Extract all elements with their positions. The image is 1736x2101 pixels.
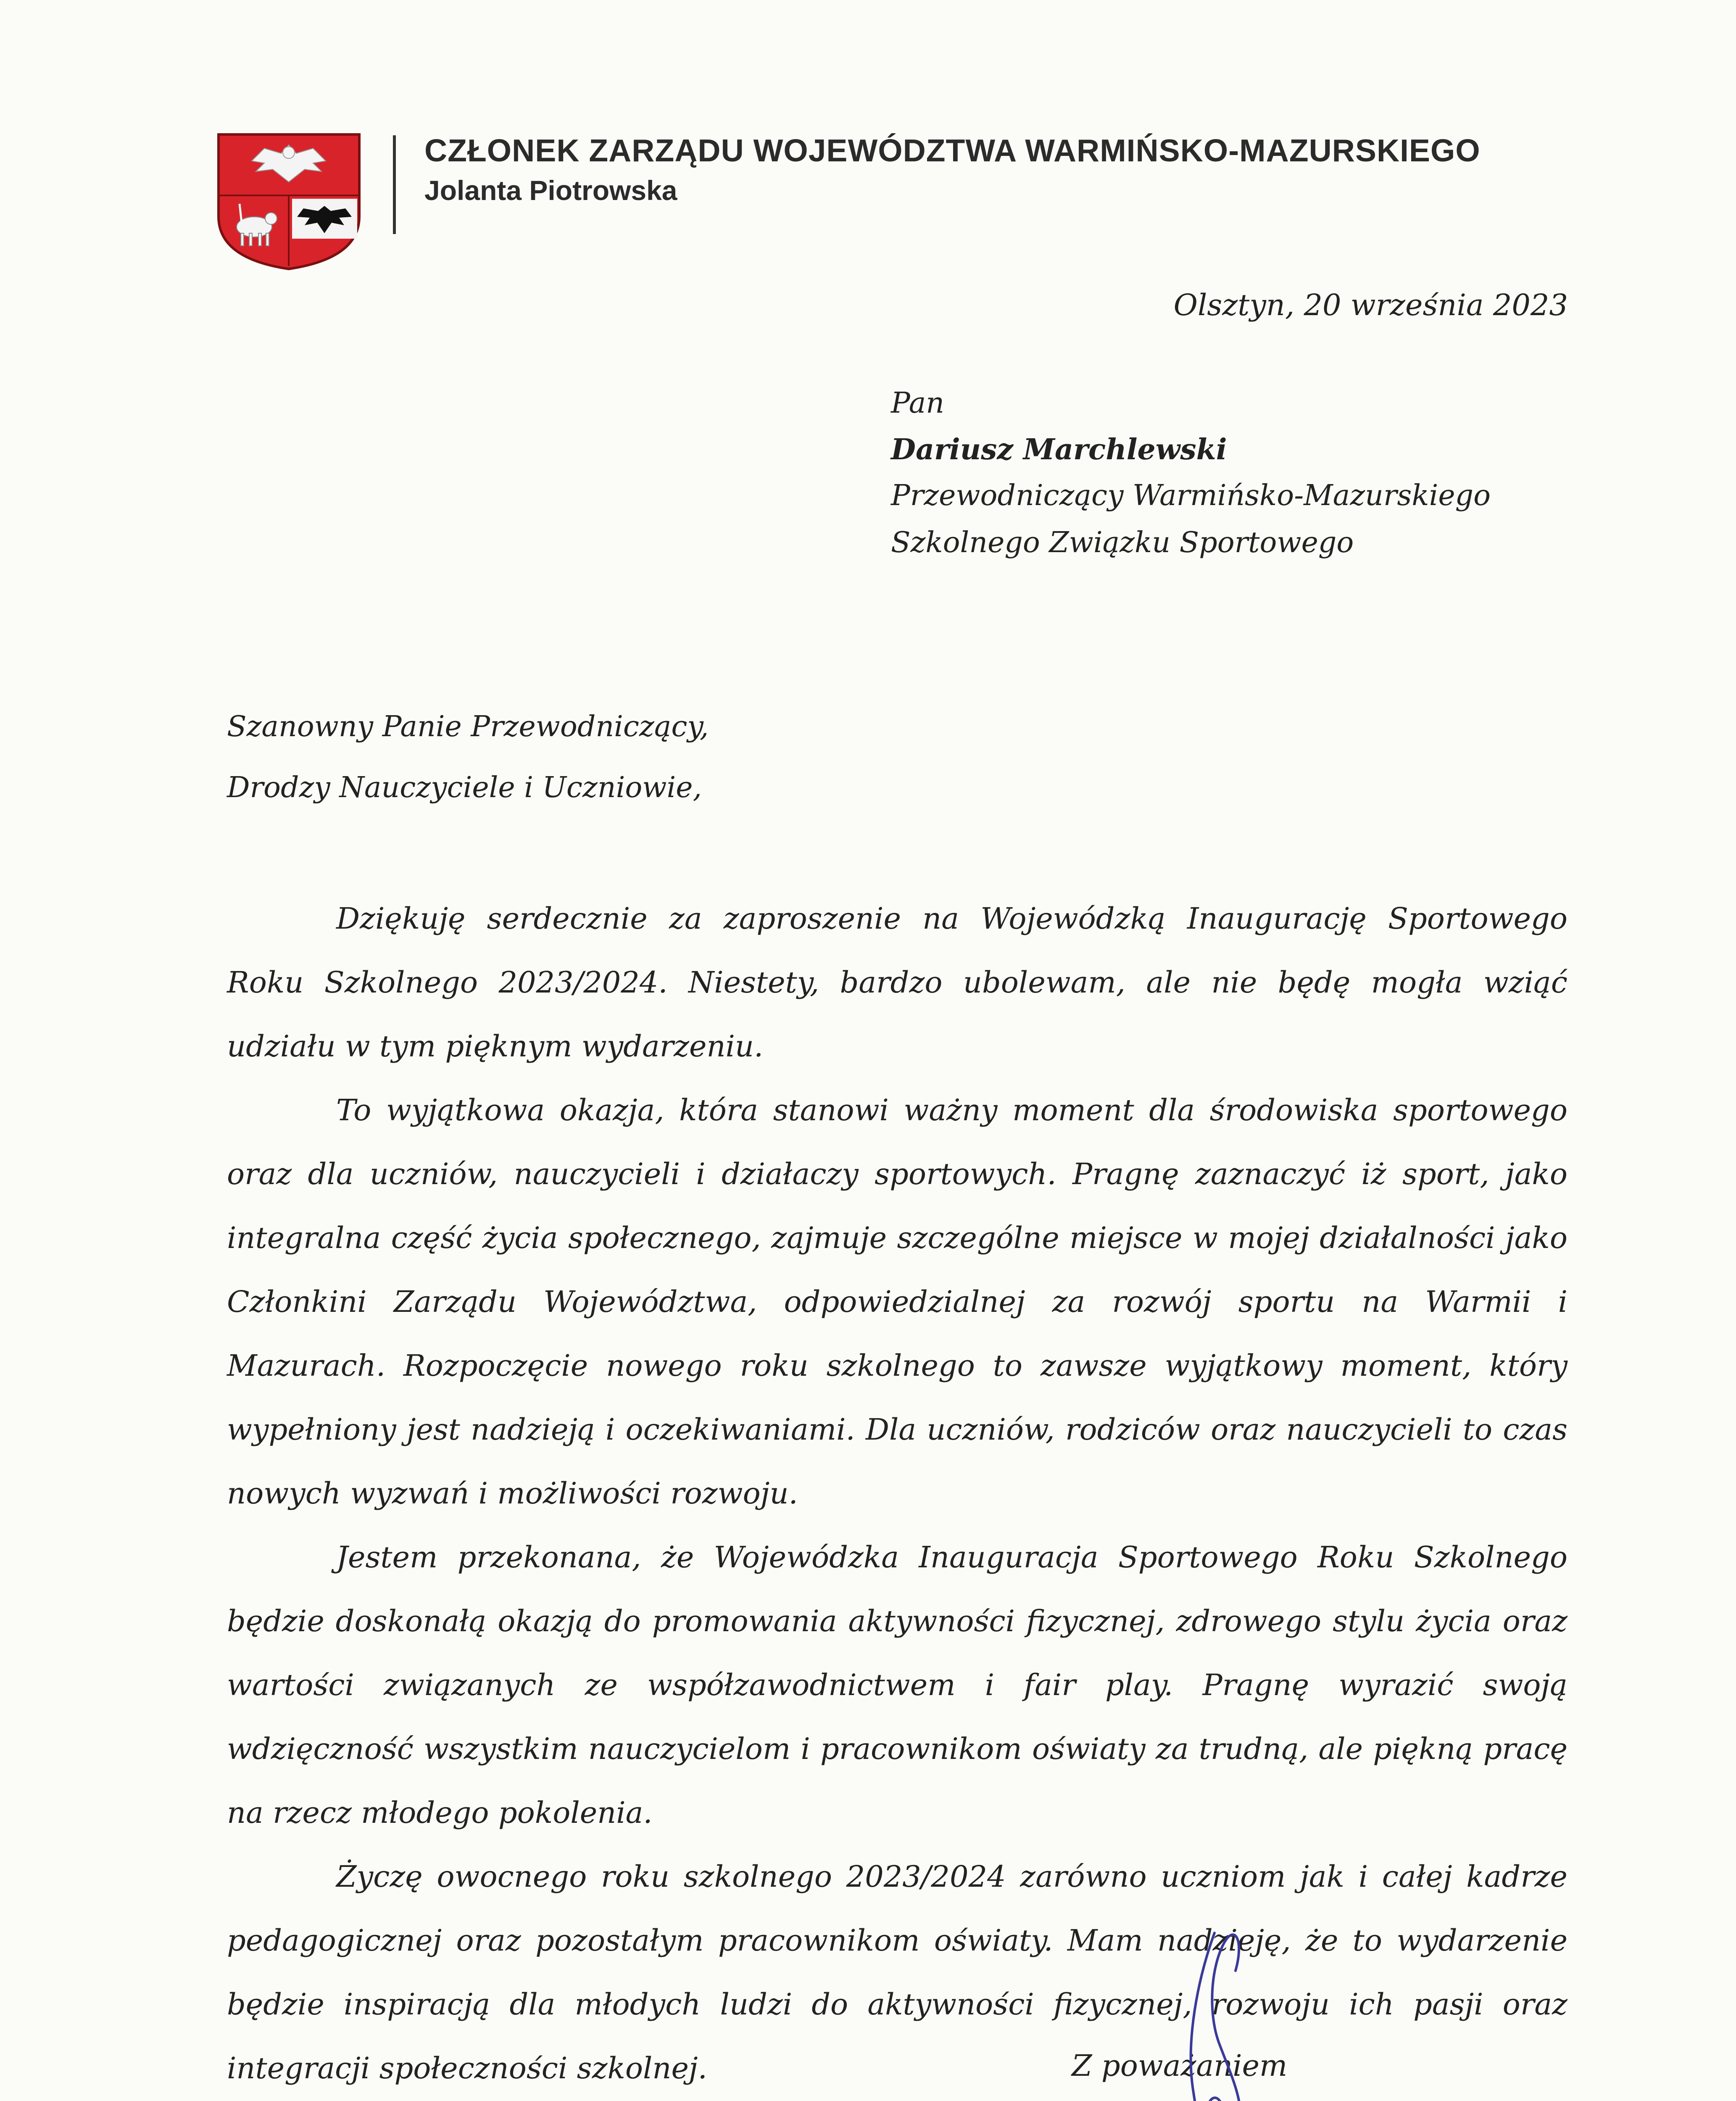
addressee-role-line-1: Przewodniczący Warmińsko-Mazurskiego (891, 479, 1491, 512)
org-title: CZŁONEK ZARZĄDU WOJEWÓDZTWA WARMIŃSKO-MAZURSKIEGO (424, 133, 1480, 168)
handwritten-signature (1135, 1916, 1294, 2101)
addressee-salutation: Pan (891, 387, 945, 420)
body-paragraph-1: Dziękuję serdecznie za zaproszenie na Wojewódzką Inaugurację Sportowego Roku Szkolnego 2023/2024. Niestety, bardzo ubolewam, ale nie będę mogła wziąć udziału w tym pięknym wydarzeniu. (227, 901, 1567, 1064)
addressee-name: Dariusz Marchlewski (891, 433, 1227, 466)
body-paragraph-3: Jestem przekonana, że Wojewódzka Inauguracja Sportowego Roku Szkolnego będzie doskonałą okazją do promowania aktywności fizycznej, zdrowego stylu życia oraz wartości związanych ze współzawodnictwem i fair play. Pragnę wyrazić swoją wdzięczność wszystkim nauczycielom i pracownikom oświaty za trudną, ale piękną pracę na rzecz młodego pokolenia. (227, 1540, 1567, 1830)
closing-line: Z poważaniem (1072, 2048, 1288, 2083)
body-paragraph-4: Życzę owocnego roku szkolnego 2023/2024 zarówno uczniom jak i całej kadrze pedagogicznej oraz pozostałym pracownikom oświaty. Mam nadzieję, że to wydarzenie będzie inspiracją dla młodych ludzi do aktywności fizycznej, rozwoju ich pasji oraz integracji społeczności szkolnej. (227, 1859, 1567, 2085)
greeting-line-1: Szanowny Panie Przewodniczący, (227, 710, 709, 743)
body-paragraph-2: To wyjątkowa okazja, która stanowi ważny moment dla środowiska sportowego oraz dla uczniów, nauczycieli i działaczy sportowych. Pragnę zaznaczyć iż sport, jako integralna część życia społecznego, zajmuje szczególne miejsce w mojej działalności jako Członkini Zarządu Województwa, odpowiedzialnej za rozwój sportu na Warmii i Mazurach. Rozpoczęcie nowego roku szkolnego to zawsze wyjątkowy moment, który wypełniony jest nadzieją i oczekiwaniami. Dla uczniów, rodziców oraz nauczycieli to czas nowych wyzwań i możliwości rozwoju. (227, 1093, 1567, 1511)
greeting-line-2: Drodzy Nauczyciele i Uczniowie, (227, 771, 702, 804)
letter-body (227, 887, 1567, 2100)
org-person-name: Jolanta Piotrowska (424, 175, 677, 206)
addressee-role-line-2: Szkolnego Związku Sportowego (891, 526, 1354, 559)
coat-of-arms-logo (216, 132, 361, 271)
header-divider (393, 135, 396, 234)
letter-date: Olsztyn, 20 września 2023 (1173, 288, 1568, 322)
